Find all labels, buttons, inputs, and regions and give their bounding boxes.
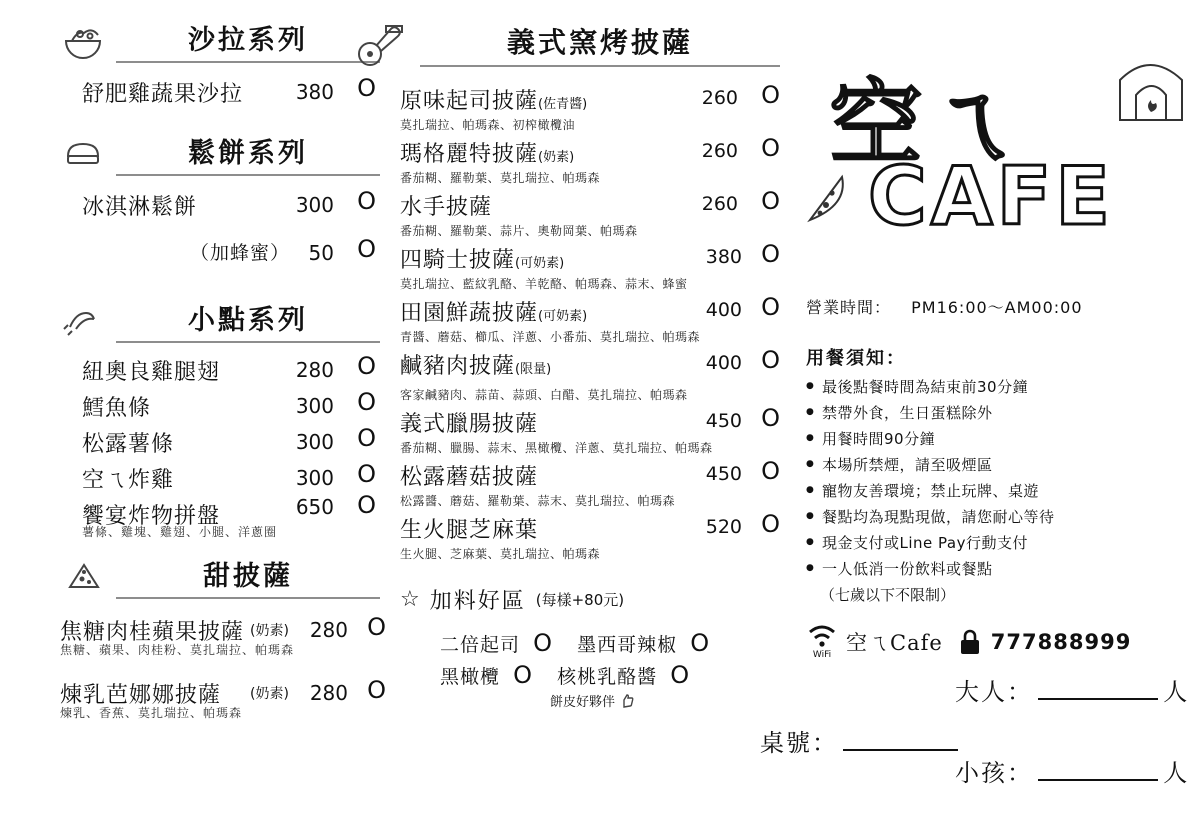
- item-ingredients: 薯條、雞塊、雞翅、小腿、洋蔥圈: [82, 525, 278, 539]
- menu-item[interactable]: [400, 510, 780, 562]
- item-price: 380: [705, 246, 742, 268]
- order-circle[interactable]: O: [761, 81, 780, 109]
- field-suffix: 人: [1163, 678, 1190, 706]
- fill-in-line[interactable]: [1038, 759, 1158, 781]
- item-price: 520: [705, 516, 742, 538]
- order-circle[interactable]: O: [761, 293, 780, 321]
- order-circle[interactable]: O: [367, 676, 386, 704]
- order-circle[interactable]: O: [357, 460, 376, 488]
- addon-row: [440, 661, 780, 691]
- item-price: 380: [295, 80, 334, 104]
- item-name: 瑪格麗特披薩: [400, 142, 539, 167]
- menu-item[interactable]: [60, 187, 380, 226]
- notice-item: ● 寵物友善環境；禁止玩牌、桌遊: [806, 480, 1186, 501]
- item-ingredients: 生火腿、芝麻葉、莫扎瑞拉、帕瑪森: [400, 547, 601, 561]
- menu-item[interactable]: [60, 460, 380, 499]
- notice-extra: （七歲以下不限制）: [820, 586, 956, 604]
- item-price: 260: [701, 87, 738, 109]
- order-circle[interactable]: O: [761, 457, 780, 485]
- divider: [116, 61, 380, 63]
- field-suffix: 人: [1163, 759, 1190, 787]
- thumbs-up-icon: [619, 693, 635, 709]
- menu-item[interactable]: [400, 346, 780, 403]
- item-name: 義式臘腸披薩: [400, 412, 539, 437]
- order-circle[interactable]: O: [357, 424, 376, 452]
- item-name: 松露蘑菇披薩: [400, 465, 539, 490]
- item-tag: (可奶素): [538, 309, 588, 324]
- menu-item[interactable]: [400, 404, 780, 456]
- chicken-wing-icon: [60, 301, 106, 341]
- section-salad: [60, 18, 380, 113]
- item-price: 280: [309, 618, 348, 642]
- order-circle[interactable]: O: [357, 235, 376, 263]
- notice-item: ● 現金支付或Line Pay行動支付: [806, 532, 1186, 553]
- item-ingredients: 莫扎瑞拉、藍紋乳酪、羊乾酪、帕瑪森、蒜末、蜂蜜: [400, 277, 688, 291]
- divider: [116, 341, 380, 343]
- addon-item-name: 核桃乳酪醬: [557, 666, 658, 688]
- order-circle[interactable]: O: [513, 661, 532, 689]
- item-price: 400: [705, 299, 742, 321]
- wifi-caption: WiFi: [812, 650, 832, 660]
- item-price: 450: [705, 410, 742, 432]
- order-circle[interactable]: O: [357, 187, 376, 215]
- pizza-cutter-icon: [350, 18, 410, 70]
- menu-item[interactable]: [400, 81, 780, 133]
- item-name: 田園鮮蔬披薩: [400, 301, 539, 326]
- addon-item-name: 二倍起司: [440, 634, 521, 656]
- order-circle[interactable]: O: [357, 388, 376, 416]
- fill-in-line[interactable]: [843, 729, 958, 751]
- divider: [116, 174, 380, 176]
- child-count-field[interactable]: [955, 753, 1189, 788]
- logo-main: 空ㄟ: [830, 69, 1023, 177]
- item-price: 650: [295, 495, 334, 519]
- item-price: 400: [705, 352, 742, 374]
- section-header: [60, 298, 380, 343]
- section-snacks: [60, 298, 380, 540]
- addon-item-name: 墨西哥辣椒: [577, 634, 678, 656]
- item-name: 松露薯條: [82, 432, 175, 457]
- menu-item[interactable]: [400, 134, 780, 186]
- item-price: 300: [295, 430, 334, 454]
- item-ingredients: 客家鹹豬肉、蒜苗、蒜頭、白醋、莫扎瑞拉、帕瑪森: [400, 388, 688, 402]
- fill-in-line[interactable]: [1038, 678, 1158, 700]
- item-ingredients: 莫扎瑞拉、帕瑪森、初榨橄欖油: [400, 118, 576, 132]
- notice-title: 用餐須知：: [806, 348, 906, 369]
- item-ingredients: 番茄糊、臘腸、蒜末、黑橄欖、洋蔥、莫扎瑞拉、帕瑪森: [400, 441, 713, 455]
- menu-item[interactable]: [400, 187, 780, 239]
- notice-item: ● 本場所禁煙，請至吸煙區: [806, 454, 1186, 475]
- order-circle[interactable]: O: [690, 629, 710, 657]
- notice-item: ● 一人低消一份飲料或餐點: [806, 558, 1186, 579]
- item-name: 鹹豬肉披薩: [400, 354, 516, 379]
- item-name: （加蜂蜜）: [190, 242, 291, 264]
- item-price: 260: [701, 140, 738, 162]
- item-price: 300: [295, 394, 334, 418]
- section-title: 義式窯烤披薩: [506, 26, 693, 59]
- item-ingredients: 松露醬、蘑菇、羅勒葉、蒜末、莫扎瑞拉、帕瑪森: [400, 494, 676, 508]
- item-ingredients: 焦糖、蘋果、肉桂粉、莫扎瑞拉、帕瑪森: [60, 643, 295, 657]
- item-tag: (限量): [515, 362, 552, 377]
- menu-item[interactable]: [60, 235, 380, 274]
- section-title: 沙拉系列: [188, 25, 308, 56]
- wifi-icon: [806, 623, 838, 649]
- item-price: 280: [295, 358, 334, 382]
- item-tag: (佐青醬): [538, 97, 588, 112]
- field-label: 桌號：: [760, 729, 838, 757]
- notice-item: ● 禁帶外食，生日蛋糕除外: [806, 402, 1186, 423]
- menu-item[interactable]: [60, 424, 380, 463]
- section-header: [60, 131, 380, 176]
- business-hours: [806, 295, 1186, 318]
- order-circle[interactable]: O: [761, 346, 780, 374]
- order-circle[interactable]: O: [357, 352, 376, 380]
- menu-item[interactable]: [60, 491, 380, 529]
- info-panel: [806, 295, 1186, 660]
- addon-note: (每樣+80元): [535, 591, 625, 609]
- menu-item[interactable]: [60, 352, 380, 391]
- order-circle[interactable]: O: [357, 74, 376, 102]
- wifi-info: [806, 623, 1186, 660]
- order-circle[interactable]: O: [761, 134, 780, 162]
- menu-item[interactable]: [400, 240, 780, 292]
- item-name: 焦糖肉桂蘋果披薩: [60, 620, 245, 645]
- item-tag: (奶素): [250, 623, 289, 639]
- item-name: 煉乳芭娜娜披薩: [60, 683, 222, 708]
- item-tag: (奶素): [250, 686, 289, 702]
- section-title: 甜披薩: [203, 561, 293, 592]
- item-ingredients: 番茄糊、羅勒葉、蒜片、奧勒岡葉、帕瑪森: [400, 224, 638, 238]
- section-header: [60, 18, 380, 63]
- item-ingredients: 青醬、蘑菇、櫛瓜、洋蔥、小番茄、莫扎瑞拉、帕瑪森: [400, 330, 701, 344]
- section-sweet-pizza: [60, 554, 386, 721]
- item-price: 50: [308, 241, 334, 265]
- item-name: 紐奧良雞腿翅: [82, 360, 221, 385]
- menu-item[interactable]: [60, 74, 380, 113]
- item-ingredients: 煉乳、香蕉、莫扎瑞拉、帕瑪森: [60, 706, 243, 720]
- addon-item-name: 黑橄欖: [440, 666, 501, 688]
- order-circle[interactable]: O: [761, 240, 780, 268]
- pizza-oven-icon: [1110, 40, 1200, 134]
- divider: [116, 597, 380, 599]
- item-name: 四騎士披薩: [400, 248, 516, 273]
- addon-header: [400, 584, 780, 615]
- addon-row: [440, 629, 780, 659]
- lock-icon: [957, 627, 983, 657]
- order-circle[interactable]: O: [367, 613, 386, 641]
- hours-label: 營業時間：: [806, 298, 892, 317]
- order-circle[interactable]: O: [533, 629, 552, 657]
- waffle-icon: [60, 134, 106, 174]
- item-name: 舒肥雞蔬果沙拉: [82, 82, 244, 107]
- item-price: 260: [701, 193, 738, 215]
- item-name: 鱈魚條: [82, 396, 152, 421]
- item-name: 水手披薩: [400, 195, 493, 220]
- salad-bowl-icon: [60, 21, 106, 61]
- section-title: 小點系列: [188, 305, 308, 336]
- order-circle[interactable]: O: [670, 661, 690, 689]
- menu-item[interactable]: [400, 457, 780, 509]
- wifi-ssid: 空ㄟCafe: [846, 630, 943, 655]
- pizza-slice-icon: [60, 557, 106, 597]
- item-name: 生火腿芝麻葉: [400, 518, 539, 543]
- item-tag: (可奶素): [515, 256, 565, 271]
- addon-footnote-text: 餅皮好夥伴: [550, 695, 616, 710]
- addon-footnote: [550, 691, 780, 710]
- order-circle[interactable]: O: [761, 404, 780, 432]
- section-header: [60, 554, 380, 599]
- item-ingredients: 番茄糊、羅勒葉、莫扎瑞拉、帕瑪森: [400, 171, 601, 185]
- wifi-password: 777888999: [990, 629, 1132, 654]
- addon-title: 加料好區: [429, 589, 526, 614]
- order-circle[interactable]: O: [357, 491, 376, 519]
- item-name: 原味起司披薩: [400, 89, 539, 114]
- logo-sub: CAFE: [868, 150, 1114, 243]
- logo: [810, 10, 1190, 260]
- order-circle[interactable]: O: [761, 187, 780, 215]
- item-price: 300: [295, 466, 334, 490]
- menu-item[interactable]: [400, 293, 780, 345]
- item-price: 280: [309, 681, 348, 705]
- hours-value: PM16:00～AM00:00: [911, 298, 1083, 317]
- item-price: 450: [705, 463, 742, 485]
- section-waffle: [60, 131, 380, 274]
- notice-item: ● 用餐時間90分鐘: [806, 428, 1186, 449]
- section-title: 鬆餅系列: [188, 138, 308, 169]
- menu-item[interactable]: [60, 676, 386, 708]
- divider: [420, 65, 780, 67]
- star-icon: ☆: [400, 587, 420, 612]
- item-tag: (奶素): [538, 150, 575, 165]
- item-name: 冰淇淋鬆餅: [82, 195, 198, 220]
- left-column: [60, 18, 386, 721]
- order-circle[interactable]: O: [761, 510, 780, 538]
- item-name: 空ㄟ炸雞: [82, 468, 175, 493]
- notice-item: ● 餐點均為現點現做，請您耐心等待: [806, 506, 1186, 527]
- item-price: 300: [295, 193, 334, 217]
- notice-item: ● 最後點餐時間為結束前30分鐘: [806, 376, 1186, 397]
- section-header: [350, 18, 780, 70]
- menu-item[interactable]: [60, 613, 386, 645]
- field-label: 小孩：: [955, 759, 1033, 787]
- notice-list: [806, 376, 1186, 579]
- table-number-field[interactable]: [760, 723, 958, 758]
- pizza-column: [400, 18, 780, 710]
- pizza-slice-icon: [800, 165, 880, 239]
- item-name: 饗宴炸物拼盤: [82, 504, 221, 529]
- adult-count-field[interactable]: [955, 672, 1189, 707]
- menu-item[interactable]: [60, 388, 380, 427]
- field-label: 大人：: [955, 678, 1033, 706]
